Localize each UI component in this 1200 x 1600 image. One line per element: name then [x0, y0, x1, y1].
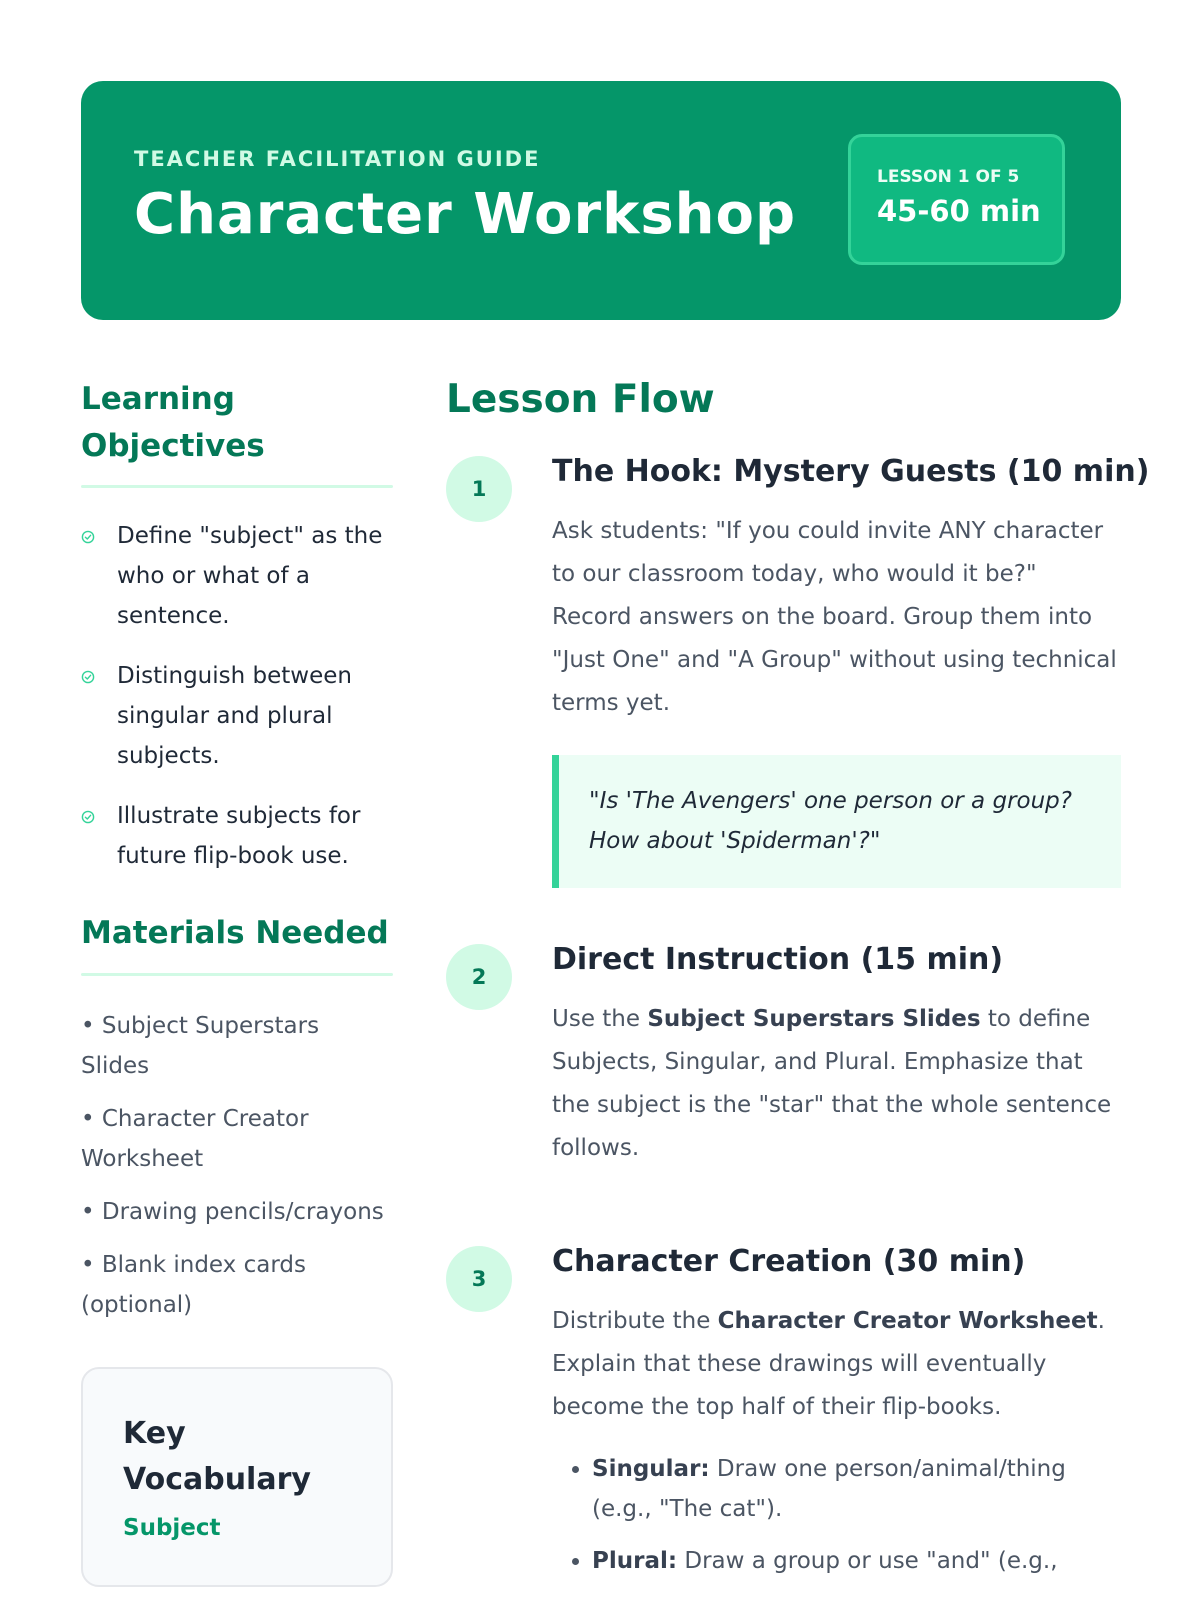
objectives-list — [81, 516, 393, 876]
page-title: Character Workshop — [134, 182, 797, 247]
objective-text: Distinguish between singular and plural subjects. — [117, 663, 352, 769]
check-circle-icon — [81, 530, 95, 544]
list-item — [592, 1541, 1121, 1581]
lesson-duration: 45-60 min — [877, 194, 1041, 228]
objectives-heading — [81, 376, 393, 469]
step-text: . Explain that these drawings will eventually become the top half of their flip-books. — [552, 1308, 1105, 1420]
step-title: Direct Instruction (15 min) — [552, 942, 1004, 977]
check-circle-icon — [81, 810, 95, 824]
objective-text: Define "subject" as the who or what of a sentence. — [117, 523, 383, 629]
resource-name: Subject Superstars Slides — [647, 1006, 981, 1032]
material-item: • Subject Superstars Slides — [81, 1012, 320, 1079]
step-text: Distribute the — [552, 1308, 718, 1334]
vocabulary-heading — [123, 1411, 351, 1503]
header-banner — [81, 81, 1121, 320]
objectives-divider — [81, 485, 393, 488]
sidebar — [81, 376, 393, 1587]
lesson-step — [446, 450, 1150, 888]
bullet-text: Draw a group or use "and" (e.g., — [677, 1548, 1058, 1574]
lesson-flow-heading: Lesson Flow — [446, 377, 715, 422]
objectives-heading-line1: Learning — [81, 381, 235, 417]
step-text: Use the — [552, 1006, 648, 1032]
step-text: to define Subjects, Singular, and Plural. Emphasize that the subject is the "star" that the whole sentence follows. — [552, 1006, 1112, 1161]
key-vocabulary-card — [81, 1367, 393, 1587]
vocabulary-heading-line2: Vocabulary — [123, 1461, 311, 1497]
materials-list — [81, 1006, 393, 1325]
check-circle-icon — [81, 670, 95, 684]
material-item: • Drawing pencils/crayons — [81, 1198, 384, 1225]
step-number-badge: 3 — [446, 1246, 512, 1312]
vocabulary-term: Subject — [123, 1514, 221, 1541]
material-item: • Blank index cards (optional) — [81, 1251, 306, 1318]
step-description — [552, 1300, 1121, 1429]
materials-divider — [81, 973, 393, 976]
bullet-label: Plural: — [592, 1548, 678, 1574]
step-title: Character Creation (30 min) — [552, 1244, 1026, 1279]
discussion-quote: "Is 'The Avengers' one person or a group? How about 'Spiderman'?" — [552, 755, 1121, 888]
resource-name: Character Creator Worksheet — [717, 1308, 1098, 1334]
step-number-badge: 1 — [446, 456, 512, 522]
vocabulary-heading-line1: Key — [123, 1415, 186, 1451]
lesson-flow-section — [446, 374, 1150, 1593]
list-item — [592, 1449, 1121, 1529]
lesson-step — [446, 938, 1121, 1170]
step-description: Ask students: "If you could invite ANY character to our classroom today, who would it be?" Record answers on the board. Group them into "Just One" and "A Group" without using technical terms yet. — [552, 518, 1117, 716]
objectives-heading-line2: Objectives — [81, 427, 265, 464]
objective-text: Illustrate subjects for future flip-book use. — [117, 803, 361, 869]
header-eyebrow: TEACHER FACILITATION GUIDE — [134, 147, 541, 171]
step-number-badge: 2 — [446, 944, 512, 1010]
objective-item — [81, 656, 393, 776]
step-title: The Hook: Mystery Guests (10 min) — [552, 454, 1150, 489]
bullet-label: Singular: — [592, 1456, 710, 1482]
lesson-number-label: LESSON 1 OF 5 — [877, 167, 1020, 187]
step-bullets — [552, 1449, 1121, 1581]
objective-item — [81, 516, 393, 636]
step-description — [552, 998, 1121, 1170]
lesson-step — [446, 1240, 1121, 1581]
lesson-badge — [848, 134, 1065, 265]
bullet-text: Draw one person/animal/thing (e.g., "The cat"). — [592, 1456, 1066, 1522]
objective-item — [81, 796, 393, 876]
materials-heading: Materials Needed — [81, 915, 389, 951]
material-item: • Character Creator Worksheet — [81, 1105, 309, 1172]
